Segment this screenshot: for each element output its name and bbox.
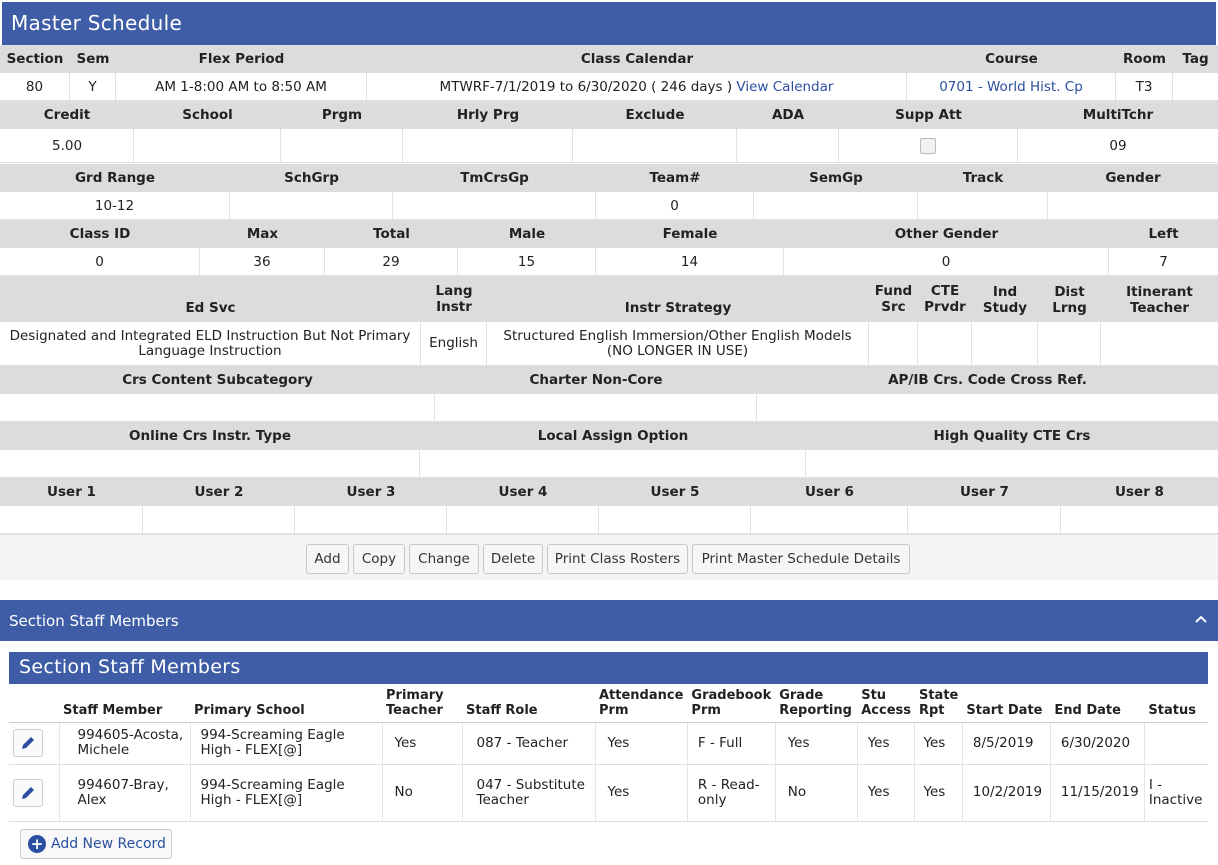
fund-src-value bbox=[869, 322, 918, 366]
header-tag: Tag bbox=[1182, 51, 1209, 67]
gender-value bbox=[1048, 192, 1218, 220]
section-staff-collapsible-header[interactable] bbox=[0, 600, 1218, 641]
attendance-prm: Yes bbox=[595, 764, 687, 821]
print-master-schedule-details-button[interactable]: Print Master Schedule Details bbox=[692, 544, 910, 574]
header-user-8: User 8 bbox=[1115, 484, 1164, 500]
header-ada: ADA bbox=[771, 107, 805, 123]
local-assign-option-value bbox=[420, 450, 806, 478]
header-multitchr: MultiTchr bbox=[1082, 107, 1154, 123]
delete-button[interactable]: Delete bbox=[483, 544, 543, 574]
staff-member: 994607-Bray, Alex bbox=[59, 764, 190, 821]
user-6-value bbox=[751, 506, 908, 534]
dist-lrng-value bbox=[1038, 322, 1101, 366]
supp-att-checkbox[interactable] bbox=[920, 138, 936, 154]
class-id-value: 0 bbox=[0, 248, 200, 276]
ada-value bbox=[737, 129, 839, 163]
staff-role: 047 - Substitute Teacher bbox=[462, 764, 595, 821]
user-4-value bbox=[447, 506, 599, 534]
staff-table bbox=[9, 684, 1208, 822]
female-value: 14 bbox=[596, 248, 784, 276]
grade-reporting: No bbox=[775, 764, 857, 821]
header-left: Left bbox=[1148, 226, 1179, 242]
header-user-7: User 7 bbox=[960, 484, 1009, 500]
col-gradebook-prm: Gradebook Prm bbox=[687, 684, 775, 722]
col-staff-member: Staff Member bbox=[59, 684, 190, 722]
header-local-assign-option: Local Assign Option bbox=[537, 428, 689, 444]
end-date: 6/30/2020 bbox=[1050, 722, 1144, 764]
total-value: 29 bbox=[325, 248, 458, 276]
other-gender-value: 0 bbox=[784, 248, 1109, 276]
header-user-6: User 6 bbox=[805, 484, 854, 500]
add-new-record-button[interactable] bbox=[20, 829, 172, 859]
itinerant-teacher-value bbox=[1101, 322, 1218, 366]
col-end-date: End Date bbox=[1050, 684, 1144, 722]
row7-grid bbox=[0, 422, 1218, 478]
header-other-gender: Other Gender bbox=[894, 226, 999, 242]
prgm-value bbox=[281, 129, 403, 163]
edit-cell bbox=[9, 722, 59, 764]
header-exclude: Exclude bbox=[625, 107, 685, 123]
hrly-prg-value bbox=[403, 129, 573, 163]
header-user-5: User 5 bbox=[650, 484, 700, 500]
row4-grid bbox=[0, 220, 1218, 276]
crs-content-subcategory-value bbox=[0, 394, 435, 422]
header-apib-cross-ref: AP/IB Crs. Code Cross Ref. bbox=[888, 372, 1087, 388]
header-user-2: User 2 bbox=[194, 484, 244, 500]
end-date: 11/15/2019 bbox=[1050, 764, 1144, 821]
header-fund-src: Fund Src bbox=[874, 283, 913, 315]
header-itinerant-teacher: Itinerant Teacher bbox=[1126, 284, 1193, 316]
edit-cell bbox=[9, 764, 59, 821]
header-sem: Sem bbox=[76, 51, 110, 67]
state-rpt: Yes bbox=[915, 722, 962, 764]
schgrp-value bbox=[230, 192, 393, 220]
stu-access: Yes bbox=[857, 764, 915, 821]
header-user-4: User 4 bbox=[498, 484, 548, 500]
row1-grid bbox=[0, 45, 1218, 101]
charter-non-core-value bbox=[435, 394, 757, 422]
header-section: Section bbox=[6, 51, 64, 67]
header-class-id: Class ID bbox=[69, 226, 131, 242]
male-value: 15 bbox=[458, 248, 596, 276]
copy-button[interactable]: Copy bbox=[353, 544, 405, 574]
exclude-value bbox=[573, 129, 737, 163]
user-1-value bbox=[0, 506, 143, 534]
user-3-value bbox=[295, 506, 447, 534]
change-button[interactable]: Change bbox=[409, 544, 479, 574]
header-flex-period: Flex Period bbox=[198, 51, 285, 67]
col-grade-reporting: Grade Reporting bbox=[775, 684, 857, 722]
staff-role: 087 - Teacher bbox=[462, 722, 595, 764]
header-crs-content-subcategory: Crs Content Subcategory bbox=[122, 372, 313, 388]
header-track: Track bbox=[962, 170, 1004, 186]
row8-grid bbox=[0, 478, 1218, 534]
course-cell bbox=[907, 73, 1116, 101]
header-semgp: SemGp bbox=[809, 170, 863, 186]
course-link[interactable]: 0701 - World Hist. Cp bbox=[939, 78, 1083, 95]
state-rpt: Yes bbox=[915, 764, 962, 821]
header-gender: Gender bbox=[1105, 170, 1161, 186]
header-credit: Credit bbox=[43, 107, 91, 123]
page-title: Master Schedule bbox=[2, 2, 1216, 45]
primary-teacher: No bbox=[382, 764, 462, 821]
header-course: Course bbox=[985, 51, 1038, 67]
header-tmcrsgp: TmCrsGp bbox=[460, 170, 529, 186]
attendance-prm: Yes bbox=[595, 722, 687, 764]
header-lang-instr: Lang Instr bbox=[435, 283, 473, 315]
header-online-crs-instr-type: Online Crs Instr. Type bbox=[128, 428, 292, 444]
header-user-3: User 3 bbox=[346, 484, 396, 500]
header-cte-prvdr: CTE Prvdr bbox=[924, 283, 966, 315]
edit-button[interactable] bbox=[13, 779, 43, 807]
row6-grid bbox=[0, 366, 1218, 422]
primary-teacher: Yes bbox=[382, 722, 462, 764]
grade-reporting: Yes bbox=[775, 722, 857, 764]
header-high-quality-cte-crs: High Quality CTE Crs bbox=[933, 428, 1091, 444]
header-user-1: User 1 bbox=[47, 484, 96, 500]
header-hrly-prg: Hrly Prg bbox=[456, 107, 520, 123]
primary-school: 994-Screaming Eagle High - FLEX[@] bbox=[190, 722, 382, 764]
online-crs-instr-type-value bbox=[0, 450, 420, 478]
flex-period-value: AM 1-8:00 AM to 8:50 AM bbox=[116, 73, 367, 101]
header-ed-svc: Ed Svc bbox=[185, 300, 236, 316]
ed-svc-value: Designated and Integrated ELD Instruction But Not Primary Language Instruction bbox=[0, 322, 421, 366]
lang-instr-value: English bbox=[421, 322, 487, 366]
room-value: T3 bbox=[1116, 73, 1173, 101]
header-schgrp: SchGrp bbox=[284, 170, 339, 186]
staff-panel-title: Section Staff Members bbox=[9, 652, 1208, 684]
semgp-value bbox=[754, 192, 918, 220]
team-value: 0 bbox=[596, 192, 754, 220]
col-status: Status bbox=[1144, 684, 1208, 722]
header-dist-lrng: Dist Lrng bbox=[1052, 284, 1087, 316]
table-row bbox=[9, 722, 1208, 764]
grd-range-value: 10-12 bbox=[0, 192, 230, 220]
header-school: School bbox=[182, 107, 233, 123]
user-8-value bbox=[1061, 506, 1218, 534]
tmcrsgp-value bbox=[393, 192, 596, 220]
header-max: Max bbox=[246, 226, 279, 242]
supp-att-cell bbox=[839, 129, 1018, 163]
header-supp-att: Supp Att bbox=[895, 107, 962, 123]
staff-member: 994605-Acosta, Michele bbox=[59, 722, 190, 764]
class-calendar-value: MTWRF-7/1/2019 to 6/30/2020 ( 246 days ) bbox=[439, 78, 733, 95]
high-quality-cte-crs-value bbox=[806, 450, 1218, 478]
instr-strategy-value: Structured English Immersion/Other English Models (NO LONGER IN USE) bbox=[487, 322, 869, 366]
add-new-record-label: Add New Record bbox=[51, 836, 166, 852]
cte-prvdr-value bbox=[918, 322, 972, 366]
col-primary-teacher: Primary Teacher bbox=[382, 684, 462, 722]
col-staff-role: Staff Role bbox=[462, 684, 595, 722]
row3-grid bbox=[0, 164, 1218, 220]
col-edit bbox=[9, 684, 59, 722]
chevron-up-icon[interactable] bbox=[1194, 612, 1208, 626]
class-calendar-cell bbox=[367, 73, 907, 101]
row5-grid bbox=[0, 276, 1218, 366]
col-state-rpt: State Rpt bbox=[915, 684, 962, 722]
header-instr-strategy: Instr Strategy bbox=[624, 300, 732, 316]
header-grd-range: Grd Range bbox=[74, 170, 156, 186]
plus-circle-icon: + bbox=[28, 835, 46, 853]
add-button[interactable]: Add bbox=[306, 544, 349, 574]
header-female: Female bbox=[662, 226, 718, 242]
header-team: Team# bbox=[649, 170, 701, 186]
max-value: 36 bbox=[200, 248, 325, 276]
header-prgm: Prgm bbox=[321, 107, 363, 123]
header-male: Male bbox=[508, 226, 546, 242]
stu-access: Yes bbox=[857, 722, 915, 764]
tag-value bbox=[1173, 73, 1218, 101]
header-total: Total bbox=[373, 226, 410, 242]
school-value bbox=[134, 129, 281, 163]
gradebook-prm: F - Full bbox=[687, 722, 775, 764]
primary-school: 994-Screaming Eagle High - FLEX[@] bbox=[190, 764, 382, 821]
start-date: 8/5/2019 bbox=[962, 722, 1050, 764]
header-ind-study: Ind Study bbox=[982, 284, 1028, 316]
header-class-calendar: Class Calendar bbox=[580, 51, 694, 67]
table-row bbox=[9, 764, 1208, 821]
status: I - Inactive bbox=[1144, 764, 1208, 821]
user-7-value bbox=[908, 506, 1061, 534]
pencil-icon bbox=[20, 735, 36, 751]
status bbox=[1144, 722, 1208, 764]
start-date: 10/2/2019 bbox=[962, 764, 1050, 821]
left-value: 7 bbox=[1109, 248, 1218, 276]
multitchr-value: 09 bbox=[1018, 129, 1218, 163]
track-value bbox=[918, 192, 1048, 220]
col-start-date: Start Date bbox=[962, 684, 1050, 722]
edit-button[interactable] bbox=[13, 729, 43, 757]
credit-value: 5.00 bbox=[0, 129, 134, 163]
action-button-bar bbox=[0, 534, 1218, 580]
section-value: 80 bbox=[0, 73, 70, 101]
col-primary-school: Primary School bbox=[190, 684, 382, 722]
apib-cross-ref-value bbox=[757, 394, 1218, 422]
col-stu-access: Stu Access bbox=[857, 684, 915, 722]
view-calendar-link[interactable]: View Calendar bbox=[736, 78, 834, 95]
ind-study-value bbox=[972, 322, 1038, 366]
staff-table-header bbox=[9, 684, 1208, 722]
section-staff-bar-label: Section Staff Members bbox=[9, 612, 179, 630]
user-2-value bbox=[143, 506, 295, 534]
print-class-rosters-button[interactable]: Print Class Rosters bbox=[547, 544, 688, 574]
col-attendance-prm: Attendance Prm bbox=[595, 684, 687, 722]
user-5-value bbox=[599, 506, 751, 534]
header-charter-non-core: Charter Non-Core bbox=[529, 372, 663, 388]
pencil-icon bbox=[20, 785, 36, 801]
header-room: Room bbox=[1122, 51, 1166, 67]
sem-value: Y bbox=[70, 73, 116, 101]
row2-grid bbox=[0, 101, 1218, 163]
gradebook-prm: R - Read-only bbox=[687, 764, 775, 821]
